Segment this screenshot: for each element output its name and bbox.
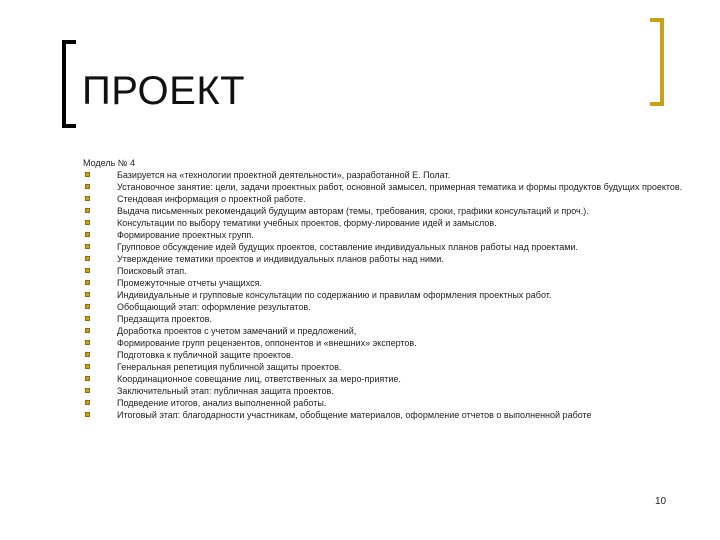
square-bullet-icon — [85, 292, 90, 297]
list-item-text: Подведение итогов, анализ выполненной работы. — [117, 398, 327, 408]
square-bullet-icon — [85, 388, 90, 393]
list-item-text: Поисковый этап. — [117, 266, 187, 276]
list-item-text: Координационное совещание лиц, ответственных за меро-приятие. — [117, 374, 401, 384]
list-item — [83, 229, 688, 241]
square-bullet-icon — [85, 256, 90, 261]
list-item — [83, 241, 688, 253]
square-bullet-icon — [85, 316, 90, 321]
square-bullet-icon — [85, 232, 90, 237]
list-item-text: Формирование проектных групп. — [117, 230, 254, 240]
list-item — [83, 301, 688, 313]
list-item — [83, 313, 688, 325]
list-item — [83, 325, 688, 337]
list-item-text: Доработка проектов с учетом замечаний и предложений, — [117, 326, 357, 336]
square-bullet-icon — [85, 280, 90, 285]
square-bullet-icon — [85, 172, 90, 177]
square-bullet-icon — [85, 304, 90, 309]
list-item-text: Базируется на «технологии проектной деятельности», разработанной Е. Полат. — [117, 170, 451, 180]
right-bracket-decoration — [650, 18, 664, 106]
square-bullet-icon — [85, 400, 90, 405]
list-item — [83, 277, 688, 289]
list-item — [83, 169, 688, 181]
list-item-text: Подготовка к публичной защите проектов. — [117, 350, 294, 360]
square-bullet-icon — [85, 220, 90, 225]
list-item — [83, 385, 688, 397]
list-item-text: Обобщающий этап: оформление результатов. — [117, 302, 311, 312]
square-bullet-icon — [85, 328, 90, 333]
list-item-text: Установочное занятие: цели, задачи проектных работ, основной замысел, примерная тематика и формы продуктов будущих проектов. — [117, 182, 683, 192]
square-bullet-icon — [85, 352, 90, 357]
list-item — [83, 181, 688, 193]
list-item — [83, 193, 688, 205]
list-item-text: Групповое обсуждение идей будущих проектов, составление индивидуальных планов работы над проектами. — [117, 242, 578, 252]
square-bullet-icon — [85, 196, 90, 201]
list-item — [83, 265, 688, 277]
list-item-text: Утверждение тематики проектов и индивидуальных планов работы над ними. — [117, 254, 444, 264]
list-item-text: Генеральная репетиция публичной защиты проектов. — [117, 362, 342, 372]
list-item — [83, 217, 688, 229]
list-item — [83, 337, 688, 349]
list-item — [83, 373, 688, 385]
square-bullet-icon — [85, 184, 90, 189]
list-item-text: Заключительный этап: публичная защита проектов. — [117, 386, 334, 396]
list-item — [83, 361, 688, 373]
square-bullet-icon — [85, 208, 90, 213]
list-item-text: Консультации по выбору тематики учебных проектов, форму-лирование идей и замыслов. — [117, 218, 497, 228]
square-bullet-icon — [85, 376, 90, 381]
page-number: 10 — [655, 496, 667, 507]
list-item — [83, 253, 688, 265]
list-item — [83, 409, 688, 421]
square-bullet-icon — [85, 244, 90, 249]
list-item-text: Предзащита проектов. — [117, 314, 212, 324]
list-item — [83, 397, 688, 409]
list-item-text: Индивидуальные и групповые консультации по содержанию и правилам оформления проектных работ. — [117, 290, 552, 300]
list-item-text: Итоговый этап: благодарности участникам, обобщение материалов, оформление отчетов о выполненной работе — [117, 410, 592, 420]
square-bullet-icon — [85, 340, 90, 345]
list-item — [83, 289, 688, 301]
list-item-text: Промежуточные отчеты учащихся. — [117, 278, 262, 288]
list-item — [83, 349, 688, 361]
model-subtitle: Модель № 4 — [83, 158, 135, 168]
slide-content — [83, 157, 688, 421]
slide-title: ПРОЕКТ — [82, 69, 246, 113]
list-item-text: Выдача письменных рекомендаций будущим авторам (темы, требования, сроки, графики консультаций и проч.). — [117, 206, 589, 216]
list-item-text: Стендовая информация о проектной работе. — [117, 194, 306, 204]
left-bracket-decoration — [62, 40, 76, 128]
bullet-list — [83, 169, 688, 421]
list-item-text: Формирование групп рецензентов, оппонентов и «внешних» экспертов. — [117, 338, 417, 348]
list-item — [83, 205, 688, 217]
square-bullet-icon — [85, 364, 90, 369]
square-bullet-icon — [85, 412, 90, 417]
square-bullet-icon — [85, 268, 90, 273]
